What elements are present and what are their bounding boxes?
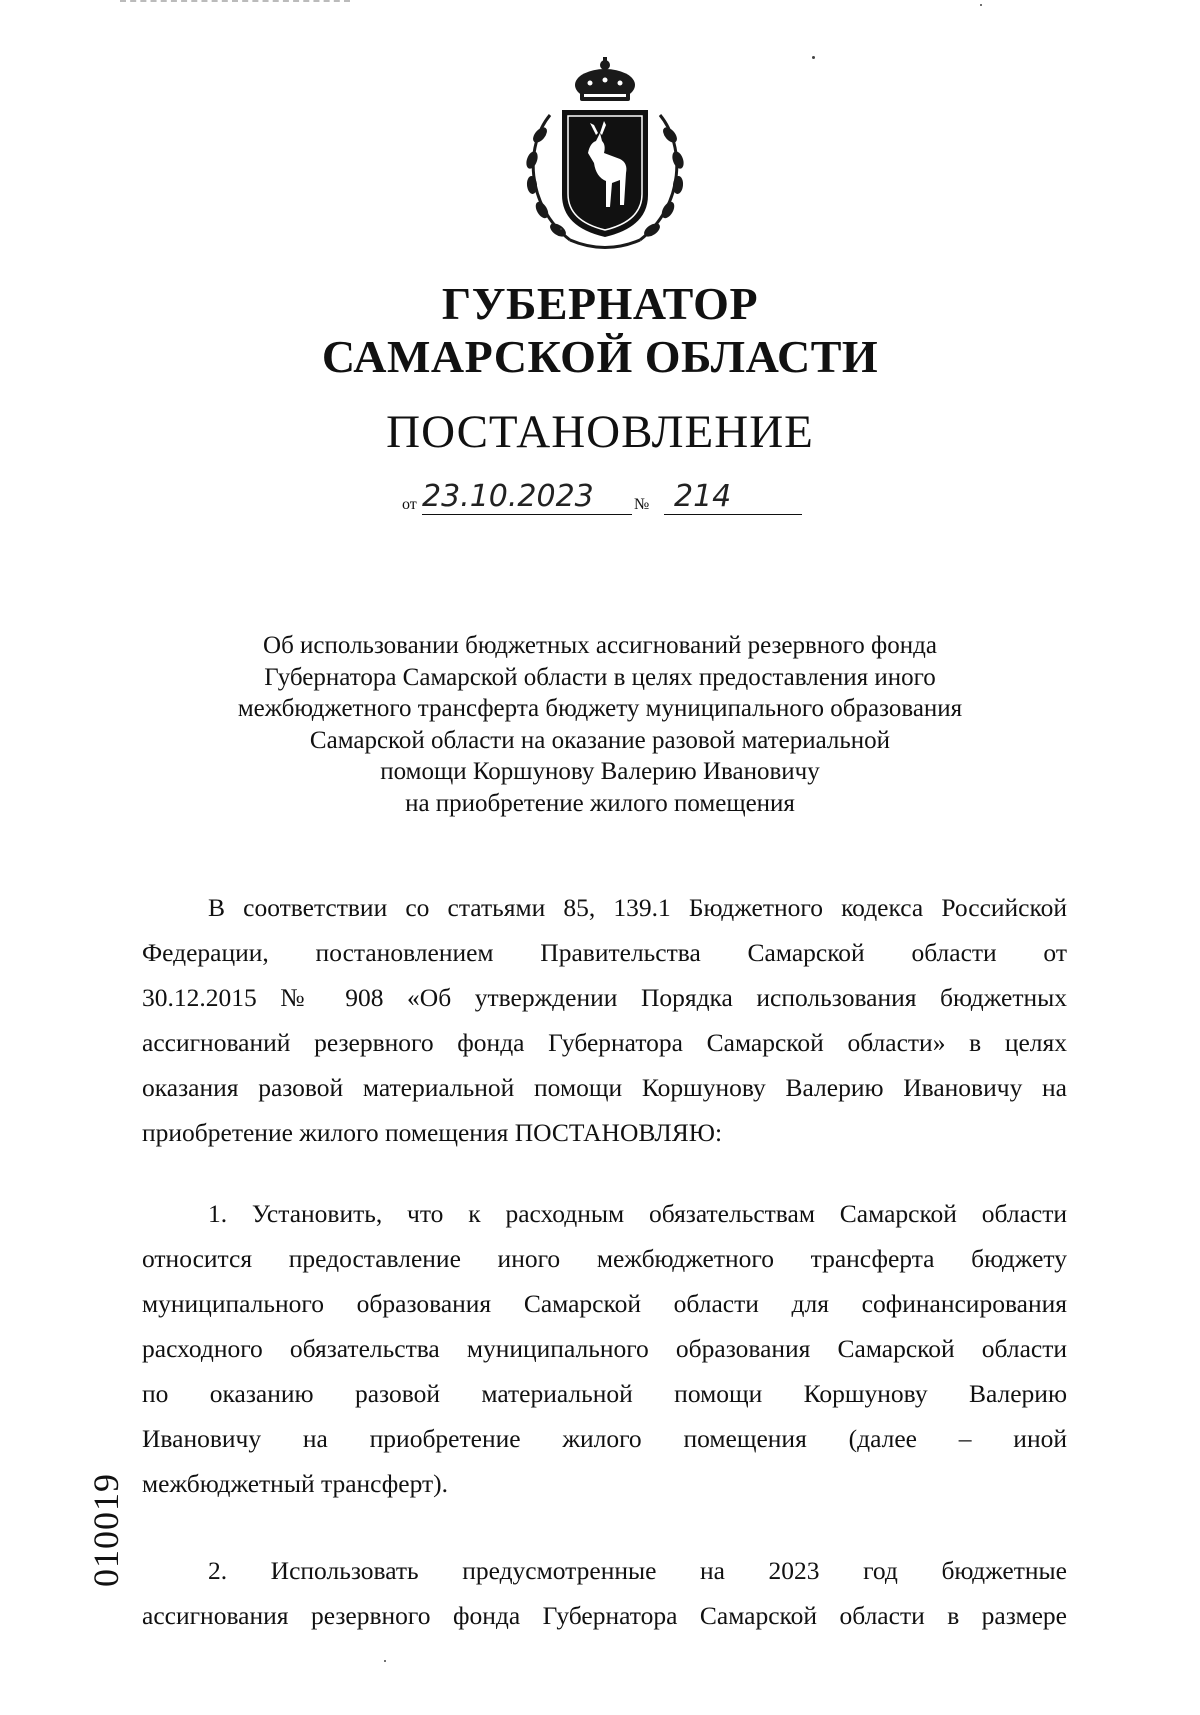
clause-1-paragraph [142,1191,1067,1506]
paragraph-line: относится предоставление иного межбюджетного трансферта бюджету [142,1244,1067,1273]
paragraph-line: оказания разовой материальной помощи Коршунову Валерию Ивановичу на [142,1073,1067,1102]
paragraph-line: по оказанию разовой материальной помощи Коршунову Валерию [142,1379,1067,1408]
paragraph-line: 1. Установить, что к расходным обязательствам Самарской области [208,1199,1067,1228]
scan-speck [812,56,815,59]
paragraph-line: ассигнований резервного фонда Губернатора Самарской области» в целях [142,1028,1067,1057]
samara-coat-of-arms-icon [510,55,700,255]
title-line: Об использовании бюджетных ассигнований резервного фонда [263,632,937,659]
clause-2-paragraph [142,1548,1067,1638]
scan-speck [384,1660,386,1662]
scan-speck [980,4,982,6]
paragraph-line: 30.12.2015 № 908 «Об утверждении Порядка использования бюджетных [142,983,1067,1012]
paragraph-line: межбюджетный трансферт). [142,1469,449,1498]
date-prefix: от [402,496,417,513]
issuer-line-2: САМАРСКОЙ ОБЛАСТИ [321,331,879,382]
preamble-paragraph [142,885,1067,1155]
paragraph-line: ассигнования резервного фонда Губернатора Самарской области в размере [142,1601,1067,1630]
document-number: 214 [664,480,802,515]
side-serial-number [86,1450,126,1610]
paragraph-line: Ивановичу на приобретение жилого помещения (далее – иной [142,1424,1067,1453]
document-type: ПОСТАНОВЛЕНИЕ [386,406,814,458]
paragraph-line: Федерации, постановлением Правительства Самарской области от [142,938,1067,967]
paragraph-line: приобретение жилого помещения ПОСТАНОВЛЯЮ: [142,1118,723,1147]
document-title [140,630,1060,819]
title-line: на приобретение жилого помещения [405,789,795,817]
scan-edge-marks [120,0,350,6]
document-date: 23.10.2023 [422,480,632,515]
paragraph-line: В соответствии со статьями 85, 139.1 Бюджетного кодекса Российской [208,893,1067,922]
title-line: межбюджетного трансферта бюджету муниципального образования [237,695,963,722]
paragraph-line: расходного обязательства муниципального образования Самарской области [142,1334,1067,1363]
title-line: Губернатора Самарской области в целях предоставления иного [264,663,936,691]
number-label: № [634,496,650,513]
scan-speck [560,228,562,230]
paragraph-line: муниципального образования Самарской области для софинансирования [142,1289,1067,1318]
side-serial-number-text: 010019 [86,1473,126,1587]
issuer-line-1: ГУБЕРНАТОР [441,278,759,329]
dateline [402,479,802,520]
title-line: помощи Коршунову Валерию Ивановичу [380,758,820,785]
paragraph-line: 2. Использовать предусмотренные на 2023 год бюджетные [208,1556,1067,1585]
title-line: Самарской области на оказание разовой материальной [309,726,891,754]
